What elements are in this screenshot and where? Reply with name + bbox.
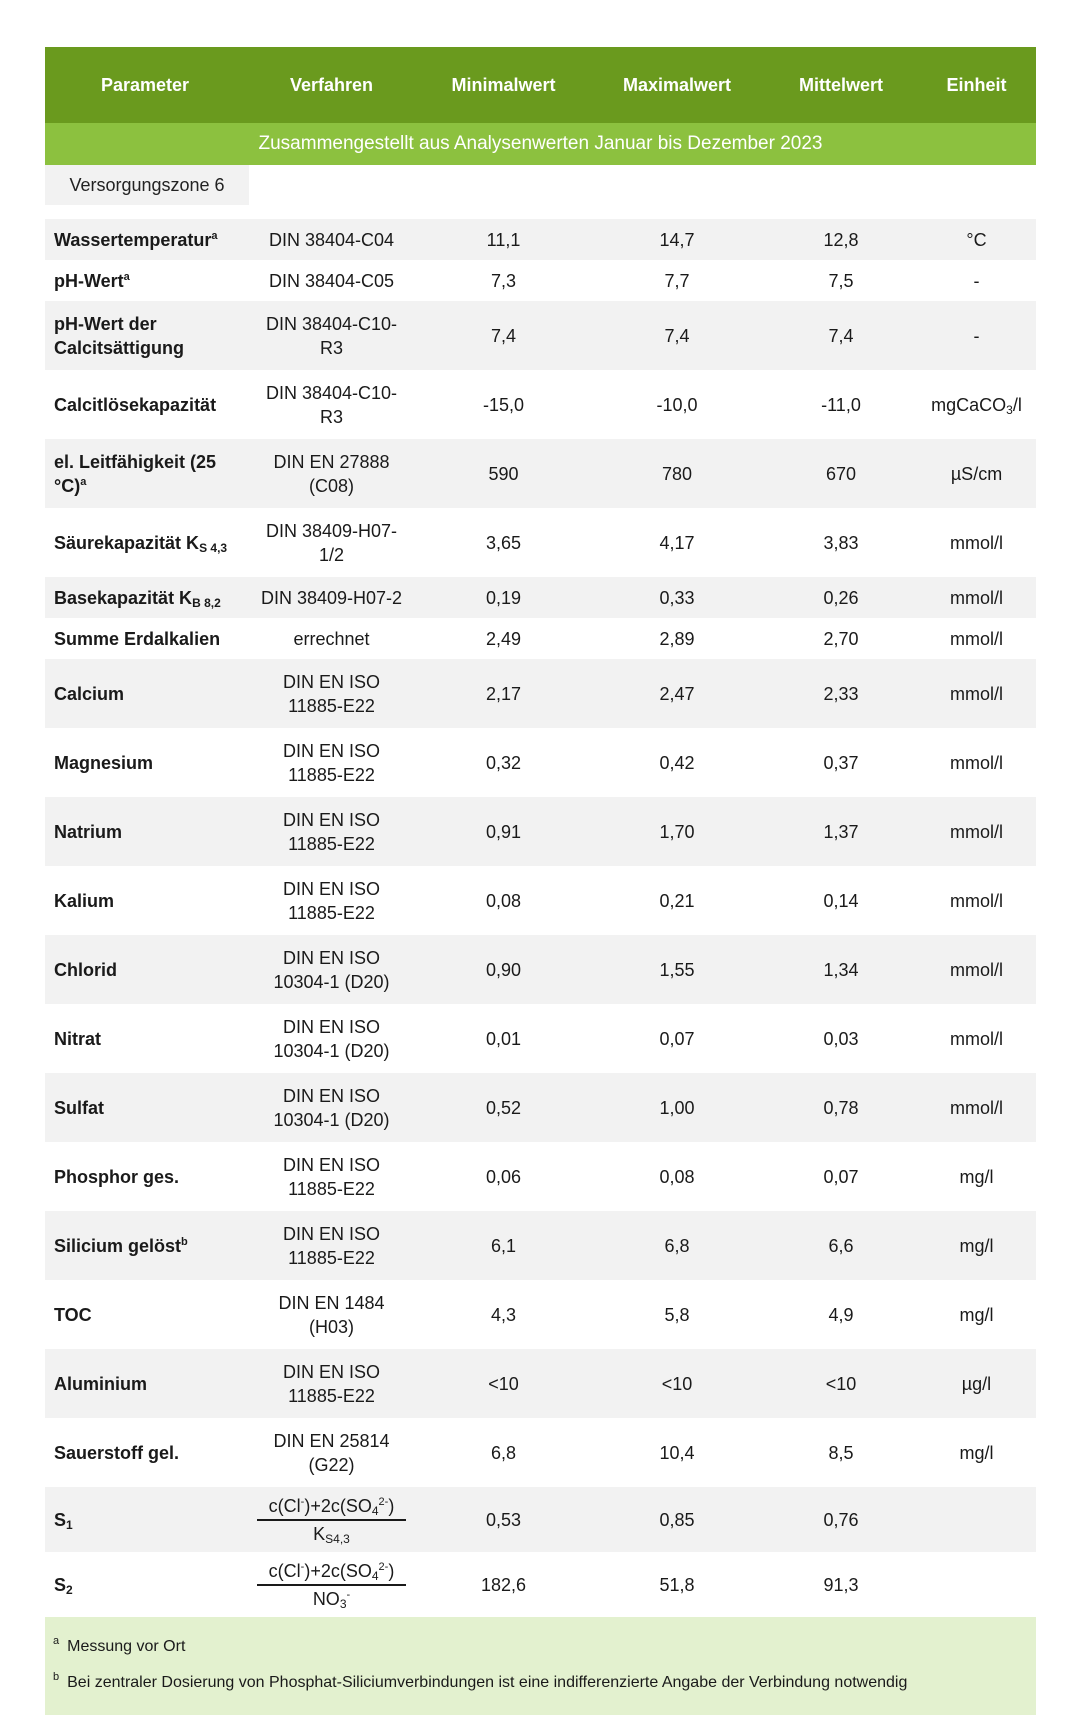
max-cell: 10,4 [589, 1418, 765, 1487]
min-cell: 0,53 [418, 1487, 589, 1552]
min-cell: 182,6 [418, 1552, 589, 1617]
parameter-cell: Nitrat [45, 1004, 245, 1073]
footnote-b: $^b$ Bei zentraler Dosierung von Phosphat-Siliciumverbindungen ist eine indifferenzierte Angabe der Verbindung notwendig [53, 1671, 908, 1691]
zone-row [45, 165, 1036, 205]
method-cell: DIN 38404-C10- R3 [245, 370, 418, 439]
mean-cell: 0,26 [765, 577, 917, 618]
formula-cell [245, 1552, 418, 1617]
max-cell: 0,85 [589, 1487, 765, 1552]
unit-cell: mmol/l [917, 1073, 1036, 1142]
max-cell: 1,55 [589, 935, 765, 1004]
max-cell: 1,00 [589, 1073, 765, 1142]
table-row [45, 797, 1036, 866]
unit-cell: mmol/l [917, 577, 1036, 618]
table-row [45, 219, 1036, 260]
mean-cell: 0,07 [765, 1142, 917, 1211]
max-cell: 0,08 [589, 1142, 765, 1211]
parameter-cell: Sulfat [45, 1073, 245, 1142]
unit-cell: mg/l [917, 1418, 1036, 1487]
header-mittelwert: Mittelwert [765, 47, 917, 123]
table-row [45, 1211, 1036, 1280]
mean-cell: 4,9 [765, 1280, 917, 1349]
min-cell: 0,06 [418, 1142, 589, 1211]
method-cell: DIN EN 27888 (C08) [245, 439, 418, 508]
mean-cell: 0,78 [765, 1073, 917, 1142]
unit-cell: °C [917, 219, 1036, 260]
unit-cell: mg/l [917, 1142, 1036, 1211]
parameter-cell: Phosphor ges. [45, 1142, 245, 1211]
method-cell: DIN 38404-C10- R3 [245, 301, 418, 370]
table-row [45, 618, 1036, 659]
parameter-cell: Aluminium [45, 1349, 245, 1418]
method-cell: errechnet [245, 618, 418, 659]
table-row [45, 1142, 1036, 1211]
table-row [45, 866, 1036, 935]
min-cell: 0,52 [418, 1073, 589, 1142]
parameter-cell: $S_1$ [45, 1487, 245, 1552]
mean-cell: 0,03 [765, 1004, 917, 1073]
unit-cell: mg/l [917, 1211, 1036, 1280]
max-cell: 0,21 [589, 866, 765, 935]
unit-cell: µg/l [917, 1349, 1036, 1418]
unit-cell: mmol/l [917, 659, 1036, 728]
parameter-cell: Sauerstoff gel. [45, 1418, 245, 1487]
table-row [45, 508, 1036, 577]
max-cell: 7,7 [589, 260, 765, 301]
mean-cell: 12,8 [765, 219, 917, 260]
table-header-row [45, 47, 1036, 123]
parameter-cell: Chlorid [45, 935, 245, 1004]
table-row [45, 1418, 1036, 1487]
mean-cell: 0,76 [765, 1487, 917, 1552]
header-minimalwert: Minimalwert [418, 47, 589, 123]
max-cell: 1,70 [589, 797, 765, 866]
parameter-cell: Natrium [45, 797, 245, 866]
table-row [45, 659, 1036, 728]
max-cell: 7,4 [589, 301, 765, 370]
mean-cell: 3,83 [765, 508, 917, 577]
mean-cell: 1,37 [765, 797, 917, 866]
table-row [45, 1552, 1036, 1617]
unit-cell: mmol/l [917, 508, 1036, 577]
parameter-cell: Magnesium [45, 728, 245, 797]
min-cell: 590 [418, 439, 589, 508]
method-cell: DIN 38404-C04 [245, 219, 418, 260]
unit-cell: mmol/l [917, 1004, 1036, 1073]
max-cell: -10,0 [589, 370, 765, 439]
mean-cell: 7,4 [765, 301, 917, 370]
unit-cell: mg/l [917, 1280, 1036, 1349]
method-cell: DIN EN 1484 (H03) [245, 1280, 418, 1349]
water-analysis-table-container [45, 47, 1036, 1715]
parameter-cell: Calcitlösekapazität [45, 370, 245, 439]
s2-denominator: $NO_3^-$ [312, 1588, 351, 1611]
max-cell: 51,8 [589, 1552, 765, 1617]
unit-cell: - [917, 260, 1036, 301]
subtitle: Zusammengestellt aus Analysenwerten Januar bis Dezember 2023 [45, 123, 1036, 165]
min-cell: 11,1 [418, 219, 589, 260]
mean-cell: 670 [765, 439, 917, 508]
max-cell: 0,42 [589, 728, 765, 797]
max-cell: 2,47 [589, 659, 765, 728]
min-cell: 6,8 [418, 1418, 589, 1487]
table-row [45, 1280, 1036, 1349]
min-cell: 2,49 [418, 618, 589, 659]
max-cell: 780 [589, 439, 765, 508]
method-cell: DIN EN ISO 11885-E22 [245, 728, 418, 797]
min-cell: 0,91 [418, 797, 589, 866]
mean-cell: 8,5 [765, 1418, 917, 1487]
max-cell: 6,8 [589, 1211, 765, 1280]
mean-cell: 2,70 [765, 618, 917, 659]
zone-label: Versorgungszone 6 [45, 165, 249, 205]
table-row [45, 1004, 1036, 1073]
method-cell: DIN EN 25814 (G22) [245, 1418, 418, 1487]
max-cell: 0,33 [589, 577, 765, 618]
min-cell: -15,0 [418, 370, 589, 439]
table-row [45, 577, 1036, 618]
subtitle-row [45, 123, 1036, 165]
unit-cell: µS/cm [917, 439, 1036, 508]
max-cell: 14,7 [589, 219, 765, 260]
unit-cell: mmol/l [917, 797, 1036, 866]
method-cell: DIN EN ISO 11885-E22 [245, 1142, 418, 1211]
min-cell: 7,4 [418, 301, 589, 370]
mean-cell: <10 [765, 1349, 917, 1418]
water-analysis-table [45, 47, 1036, 1617]
parameter-cell: TOC [45, 1280, 245, 1349]
footnotes-box [45, 1617, 1036, 1715]
unit-cell: mgCaCO$_3$/l [917, 370, 1036, 439]
parameter-cell: Summe Erdalkalien [45, 618, 245, 659]
min-cell: 4,3 [418, 1280, 589, 1349]
method-cell: DIN 38404-C05 [245, 260, 418, 301]
max-cell: 0,07 [589, 1004, 765, 1073]
s2-fraction [257, 1559, 407, 1611]
max-cell: 4,17 [589, 508, 765, 577]
mean-cell: 2,33 [765, 659, 917, 728]
method-cell: DIN EN ISO 11885-E22 [245, 1349, 418, 1418]
mean-cell: -11,0 [765, 370, 917, 439]
min-cell: 0,19 [418, 577, 589, 618]
parameter-cell: Wassertemperatur$^a$ [45, 219, 245, 260]
parameter-cell: Säurekapazität $K_{S 4,3}$ [45, 508, 245, 577]
unit-cell: mmol/l [917, 935, 1036, 1004]
parameter-cell: pH-Wert$^a$ [45, 260, 245, 301]
parameter-cell: Kalium [45, 866, 245, 935]
footnote-a: $^a$ Messung vor Ort [53, 1635, 186, 1655]
min-cell: 6,1 [418, 1211, 589, 1280]
s2-numerator: $c(Cl^-)+2c(SO_4^{2-})$ [257, 1559, 407, 1586]
mean-cell: 1,34 [765, 935, 917, 1004]
unit-cell: mmol/l [917, 866, 1036, 935]
min-cell: 0,90 [418, 935, 589, 1004]
table-row [45, 301, 1036, 370]
parameter-cell: Silicium gelöst$^b$ [45, 1211, 245, 1280]
mean-cell: 91,3 [765, 1552, 917, 1617]
mean-cell: 6,6 [765, 1211, 917, 1280]
min-cell: 0,01 [418, 1004, 589, 1073]
method-cell: DIN EN ISO 10304-1 (D20) [245, 1004, 418, 1073]
parameter-cell: Calcium [45, 659, 245, 728]
s1-numerator: $c(Cl^-)+2c(SO_4^{2-})$ [257, 1494, 407, 1521]
min-cell: 0,32 [418, 728, 589, 797]
unit-cell: - [917, 301, 1036, 370]
header-parameter: Parameter [45, 47, 245, 123]
table-row [45, 1349, 1036, 1418]
formula-cell [245, 1487, 418, 1552]
table-row [45, 1487, 1036, 1552]
unit-cell: mmol/l [917, 618, 1036, 659]
unit-cell: mmol/l [917, 728, 1036, 797]
unit-cell [917, 1552, 1036, 1617]
header-maximalwert: Maximalwert [589, 47, 765, 123]
max-cell: <10 [589, 1349, 765, 1418]
min-cell: 3,65 [418, 508, 589, 577]
s1-denominator: $K_{S4,3}$ [313, 1523, 350, 1546]
min-cell: 7,3 [418, 260, 589, 301]
table-row [45, 370, 1036, 439]
parameter-cell: el. Leitfähigkeit (25 °C)$^a$ [45, 439, 245, 508]
table-row [45, 728, 1036, 797]
min-cell: 2,17 [418, 659, 589, 728]
table-row [45, 935, 1036, 1004]
method-cell: DIN EN ISO 11885-E22 [245, 866, 418, 935]
table-row [45, 1073, 1036, 1142]
table-row [45, 260, 1036, 301]
s1-fraction [257, 1494, 407, 1546]
min-cell: 0,08 [418, 866, 589, 935]
max-cell: 5,8 [589, 1280, 765, 1349]
unit-cell [917, 1487, 1036, 1552]
header-einheit: Einheit [917, 47, 1036, 123]
parameter-cell: pH-Wert der Calcitsättigung [45, 301, 245, 370]
min-cell: <10 [418, 1349, 589, 1418]
method-cell: DIN EN ISO 11885-E22 [245, 797, 418, 866]
method-cell: DIN EN ISO 11885-E22 [245, 659, 418, 728]
parameter-cell: $S_2$ [45, 1552, 245, 1617]
method-cell: DIN 38409-H07-2 [245, 577, 418, 618]
max-cell: 2,89 [589, 618, 765, 659]
method-cell: DIN EN ISO 11885-E22 [245, 1211, 418, 1280]
mean-cell: 0,14 [765, 866, 917, 935]
method-cell: DIN EN ISO 10304-1 (D20) [245, 935, 418, 1004]
method-cell: DIN EN ISO 10304-1 (D20) [245, 1073, 418, 1142]
mean-cell: 7,5 [765, 260, 917, 301]
mean-cell: 0,37 [765, 728, 917, 797]
header-verfahren: Verfahren [245, 47, 418, 123]
parameter-cell: Basekapazität $K_{B 8,2}$ [45, 577, 245, 618]
method-cell: DIN 38409-H07- 1/2 [245, 508, 418, 577]
table-row [45, 439, 1036, 508]
